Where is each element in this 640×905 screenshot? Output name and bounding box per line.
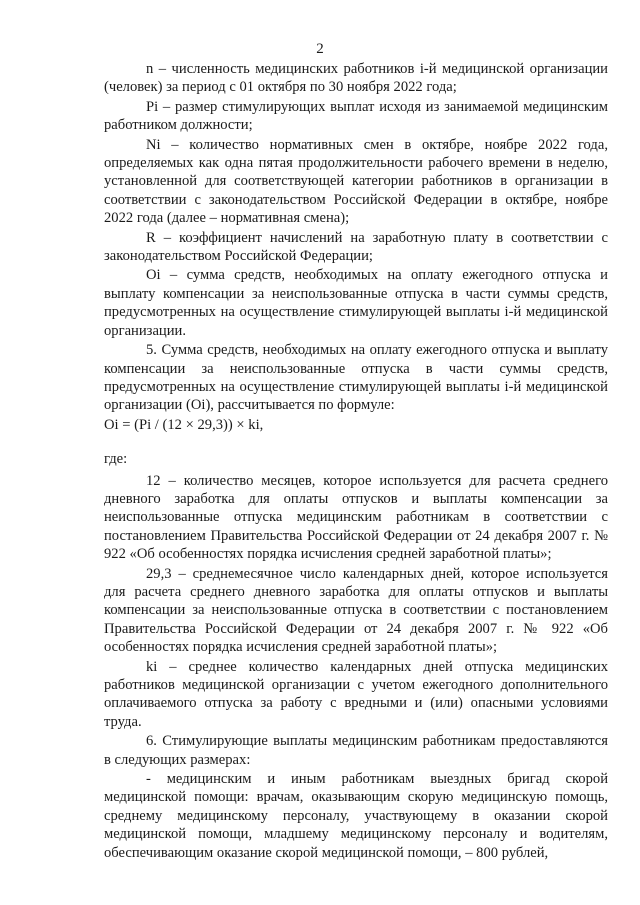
document-body <box>104 60 608 862</box>
definition-n: n – численность медицинских работников i-й медицинской организации (человек) за период с 01 октября по 30 ноября 2022 года; <box>104 61 608 96</box>
definition-ni: Ni – количество нормативных смен в октябре, ноябре 2022 года, определяемых как одна пятая продолжительности рабочего времени в неделю, установленной для соответствующей категории работников в организации в соответствии с законодательством Российской Федерации в октябре, ноябре 2022 года (далее – нормативная смена); <box>104 136 608 227</box>
where-label: где: <box>104 451 128 468</box>
definition-12: 12 – количество месяцев, которое используется для расчета среднего дневного заработка для оплаты отпусков и выплаты компенсации за неиспользованные отпуска медицинским работникам в соответствии с постановлением Правительства Российской Федерации от 24 декабря 2007 г. № 922 «Об особенностях порядка исчисления средней заработной платы»; <box>104 472 608 563</box>
list-item-ambulance: - медицинским и иным работникам выездных бригад скорой медицинской помощи: врачам, оказывающим скорую медицинскую помощь, среднему медицинскому персоналу, участвующему в оказании скорой медицинской помощи, младшему медицинскому персоналу и водителям, обеспечивающим оказание скорой медицинской помощи, – 800 рублей, <box>104 771 608 861</box>
page-number: 2 <box>316 41 324 57</box>
definition-oi: Oi – сумма средств, необходимых на оплату ежегодного отпуска и выплату компенсации за неиспользованные отпуска в части суммы средств, предусмотренных на осуществление стимулирующей выплаты i-й медицинской организации. <box>104 267 608 339</box>
definition-29-3: 29,3 – среднемесячное число календарных дней, которое используется для расчета среднего дневного заработка для оплаты отпусков и выплаты компенсации за неиспользованные отпуска в соответствии с постановлением Правительства Российской Федерации от 24 декабря 2007 г. № 922 «Об особенностях порядка исчисления средней заработной платы»; <box>104 565 608 656</box>
formula: Oi = (Pi / (12 × 29,3)) × ki, <box>104 416 264 433</box>
clause-6: 6. Стимулирующие выплаты медицинским работникам предоставляются в следующих размерах: <box>104 733 608 768</box>
definition-pi: Pi – размер стимулирующих выплат исходя из занимаемой медицинским работником должности; <box>104 98 608 134</box>
clause-5: 5. Сумма средств, необходимых на оплату ежегодного отпуска и выплату компенсации за неиспользованные отпуска в части суммы средств, предусмотренных на осуществление стимулирующей выплаты i-й медицинской организации (Oi), рассчитывается по формуле: <box>104 342 608 414</box>
definition-r: R – коэффициент начислений на заработную плату в соответствии с законодательством Российской Федерации; <box>104 229 608 265</box>
definition-ki: ki – среднее количество календарных дней отпуска медицинских работников медицинской организации с учетом ежегодного дополнительного оплачиваемого отпуска за работу с вредными и (или) опасными условиями труда. <box>104 658 608 730</box>
